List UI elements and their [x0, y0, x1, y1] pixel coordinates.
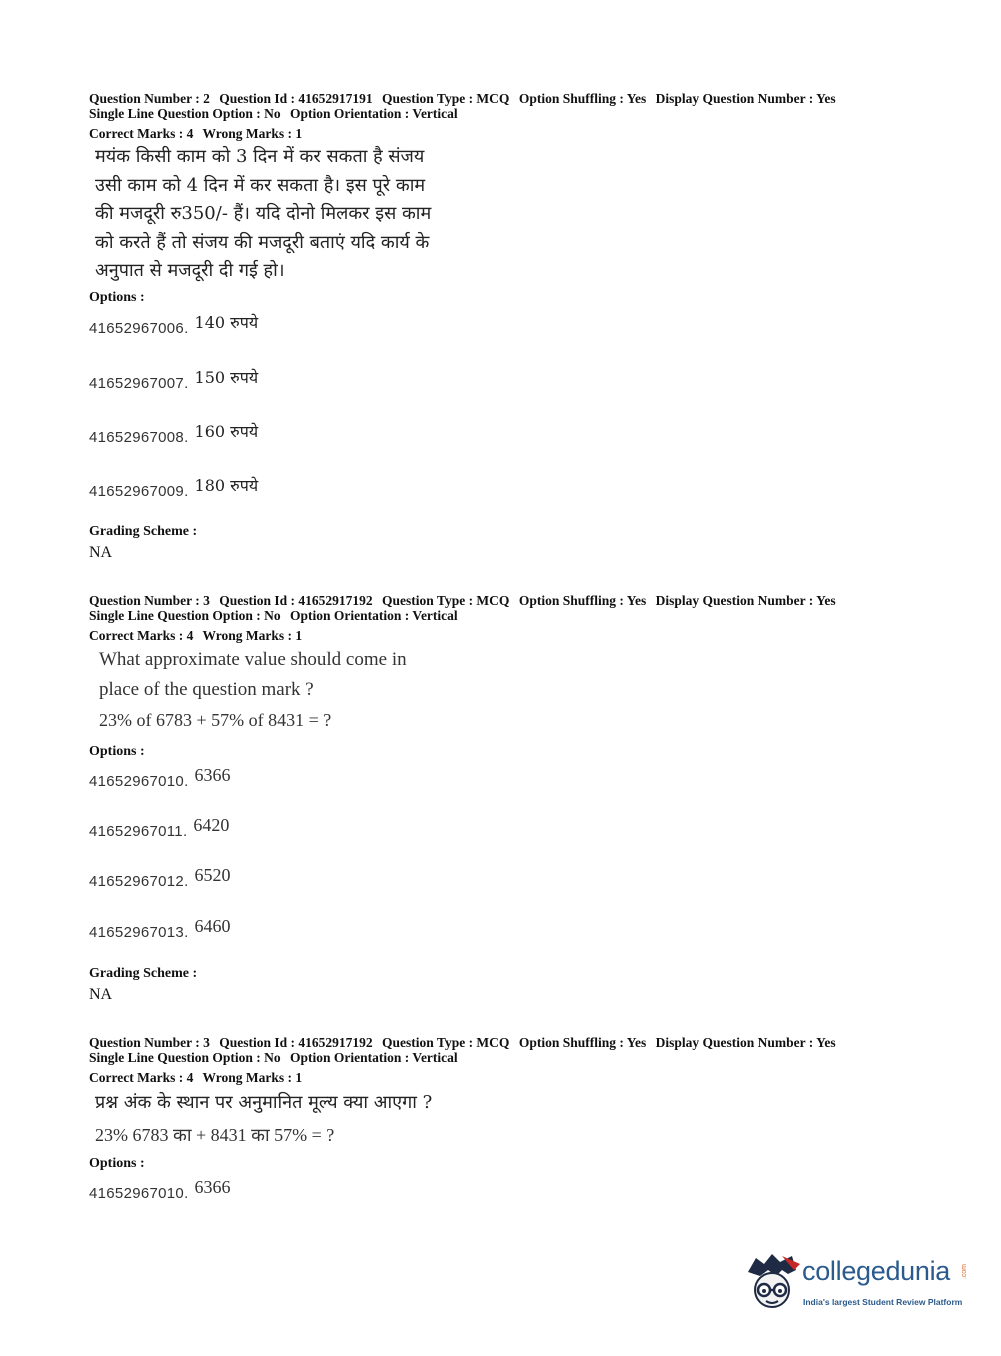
option-text: 6520: [194, 865, 231, 885]
display-question-number: Display Question Number : Yes: [655, 1035, 836, 1050]
question-block-3-hindi: [89, 1035, 909, 1151]
question-text: [89, 1087, 909, 1151]
question-text: [89, 645, 909, 735]
option-shuffling: Option Shuffling : Yes: [518, 593, 647, 608]
correct-marks: Correct Marks : 4: [89, 628, 194, 643]
option-id: 41652967007.: [89, 375, 189, 392]
option-text: 150 रुपये: [194, 368, 259, 387]
question-id: Question Id : 41652917191: [219, 91, 373, 106]
option-id: 41652967011.: [89, 823, 188, 840]
question-meta-line-2: [89, 608, 909, 623]
option-text: 180 रुपये: [194, 476, 259, 495]
option-orientation: Option Orientation : Vertical: [290, 106, 458, 121]
options-label: Options :: [89, 1156, 145, 1171]
option-id: 41652967006.: [89, 320, 189, 337]
logo-tagline: India's largest Student Review Platform: [803, 1297, 963, 1307]
correct-marks: Correct Marks : 4: [89, 1070, 194, 1085]
logo-wordmark: collegedunia: [802, 1256, 951, 1286]
question-text-line: की मजदूरी रु350/- हैं। यदि दोनो मिलकर इस काम: [95, 203, 432, 224]
option-text: 140 रुपये: [194, 313, 259, 332]
option-id: 41652967009.: [89, 483, 189, 500]
question-text-line: मयंक किसी काम को 3 दिन में कर सकता है संजय: [95, 146, 425, 167]
option-shuffling: Option Shuffling : Yes: [518, 1035, 647, 1050]
question-text: [89, 143, 909, 286]
options-list: [89, 1178, 909, 1208]
question-number: Question Number : 2: [89, 91, 210, 106]
question-id: Question Id : 41652917192: [219, 1035, 373, 1050]
student-mascot-icon: [742, 1250, 804, 1316]
question-text-line: को करते हैं तो संजय की मजदूरी बताएं यदि कार्य के: [95, 231, 430, 253]
option-item: [89, 765, 231, 791]
question-number: Question Number : 3: [89, 593, 210, 608]
marks-line: [89, 628, 909, 643]
option-text: 6366: [194, 765, 231, 785]
wrong-marks: Wrong Marks : 1: [202, 628, 303, 643]
option-text: 6460: [194, 916, 231, 936]
option-item: [89, 422, 259, 447]
options-label: Options :: [89, 744, 145, 759]
correct-marks: Correct Marks : 4: [89, 126, 194, 141]
question-number: Question Number : 3: [89, 1035, 210, 1050]
question-meta-line-1: [89, 1035, 909, 1050]
display-question-number: Display Question Number : Yes: [655, 91, 836, 106]
marks-line: [89, 1070, 909, 1085]
question-text-line: अनुपात से मजदूरी दी गई हो।: [95, 260, 285, 281]
options-label: Options :: [89, 290, 145, 305]
option-shuffling: Option Shuffling : Yes: [518, 91, 647, 106]
option-id: 41652967010.: [89, 1185, 189, 1202]
single-line-option: Single Line Question Option : No: [89, 106, 281, 121]
question-text-line: What approximate value should come in: [99, 649, 407, 670]
display-question-number: Display Question Number : Yes: [655, 593, 836, 608]
option-item: [89, 865, 231, 891]
grading-scheme-label: Grading Scheme :: [89, 966, 198, 981]
question-type: Question Type : MCQ: [382, 1035, 510, 1050]
wrong-marks: Wrong Marks : 1: [202, 126, 303, 141]
option-id: 41652967012.: [89, 873, 189, 890]
question-meta-line-2: [89, 106, 909, 121]
question-text-line: 23% 6783 का + 8431 का 57% = ?: [95, 1125, 335, 1145]
logo-domain-suffix: .com: [961, 1264, 968, 1280]
question-block-3: [89, 593, 909, 735]
option-item: [89, 476, 259, 501]
grading-scheme-value: NA: [89, 544, 113, 561]
option-item: [89, 916, 231, 942]
question-meta-line-1: [89, 593, 909, 608]
question-meta-line-1: [89, 91, 909, 106]
option-text: 6420: [193, 815, 230, 835]
options-list: [89, 312, 909, 502]
option-item: [89, 815, 230, 841]
question-text-line: 23% of 6783 + 57% of 8431 = ?: [99, 710, 332, 730]
wrong-marks: Wrong Marks : 1: [202, 1070, 303, 1085]
marks-line: [89, 126, 909, 141]
question-type: Question Type : MCQ: [382, 91, 510, 106]
option-text: 6366: [194, 1177, 231, 1197]
option-item: [89, 368, 259, 393]
question-text-line: प्रश्न अंक के स्थान पर अनुमानित मूल्य क्या आएगा ?: [95, 1092, 433, 1113]
grading-scheme-label: Grading Scheme :: [89, 524, 198, 539]
question-text-line: place of the question mark ?: [99, 679, 314, 700]
option-item: [89, 313, 259, 338]
option-item: [89, 1177, 231, 1203]
option-orientation: Option Orientation : Vertical: [290, 1050, 458, 1065]
question-text-line: उसी काम को 4 दिन में कर सकता है। इस पूरे काम: [95, 174, 426, 196]
question-id: Question Id : 41652917192: [219, 593, 373, 608]
option-id: 41652967008.: [89, 429, 189, 446]
collegedunia-logo: [742, 1250, 972, 1316]
single-line-option: Single Line Question Option : No: [89, 1050, 281, 1065]
option-id: 41652967013.: [89, 924, 189, 941]
question-meta-line-2: [89, 1050, 909, 1065]
question-type: Question Type : MCQ: [382, 593, 510, 608]
option-orientation: Option Orientation : Vertical: [290, 608, 458, 623]
option-id: 41652967010.: [89, 773, 189, 790]
option-text: 160 रुपये: [194, 422, 259, 441]
single-line-option: Single Line Question Option : No: [89, 608, 281, 623]
question-block-2: [89, 91, 909, 286]
options-list: [89, 766, 909, 946]
grading-scheme-value: NA: [89, 986, 113, 1003]
